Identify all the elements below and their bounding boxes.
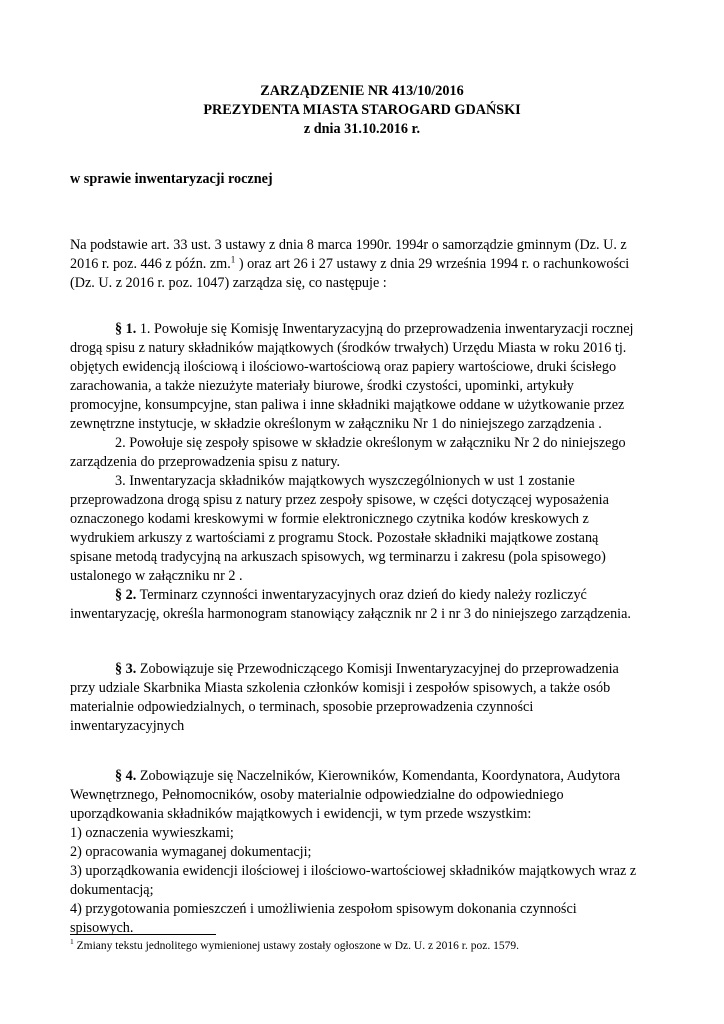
document-subject: w sprawie inwentaryzacji rocznej [70,171,273,187]
title-line-2: PREZYDENTA MIASTA STAROGARD GDAŃSKI [203,102,521,118]
paragraph-1: § 1. 1. Powołuje się Komisję Inwentaryzacyjną do przeprowadzenia inwentaryzacji rocznej drogą spisu z natury składników majątkowych (środków trwałych) Urzędu Miasta w roku 2016 tj. objętych ewidencją ilościową i ilościowo-wartościową oraz papiery wartościowe, druki ścisłego zarachowania, a także niezużyte materiały biurowe, środki czystości, upominki, artykuły promocyjne, konsumpcyjne, stan paliwa i inne składniki majątkowe oddane w użytkowanie przez zewnętrzne instytucje, w składzie określonym w załączniku Nr 1 do niniejszego zarządzenia . 2. Powołuje się zespoły spisowe w składzie określonym w załączniku Nr 2 do niniejszego zarządzenia do przeprowadzenia spisu z natury. 3. Inwentaryzacja składników majątkowych wyszczególnionych w ust 1 zostanie przeprowadzona drogą spisu z natury przez zespoły spisowe, w części dotyczącej wyposażenia oznaczonego kodami kreskowymi w formie elektronicznego czytnika kodów kreskowych z wydrukiem arkuszy z wartościami z programu Stock. Pozostałe składniki majątkowe zostaną spisane metodą tradycyjną na arkuszach spisowych, wg terminarzu i zakresu (pola spisowego) ustalonego w załączniku nr 2 . [70,320,656,586]
document-title [0,82,724,139]
legal-basis-line-3: (Dz. U. z 2016 r. poz. 1047) zarządza się, co następuje : [70,275,387,291]
paragraph-1-point-3: 3. Inwentaryzacja składników majątkowych wyszczególnionych w ust 1 zostanie [115,473,575,489]
footnote: $^1$ Zmiany tekstu jednolitego wymienionej ustawy zostały ogłoszone w Dz. U. z 2016 r. poz. 1579. [70,937,519,952]
legal-basis-line-1: Na podstawie art. 33 ust. 3 ustawy z dnia 8 marca 1990r. 1994r o samorządzie gminnym (Dz. U. z [70,237,627,253]
footnote-separator [70,934,216,935]
footnote-ref: 1 [230,254,236,265]
paragraph-2: § 2. Terminarz czynności inwentaryzacyjnych oraz dzień do kiedy należy rozliczyć inwentaryzację, określa harmonogram stanowiący załącznik nr 2 i nr 3 do niniejszego zarządzenia. [70,587,631,622]
paragraph-3-mark: § 3. [115,661,137,677]
paragraph-4: § 4. Zobowiązuje się Naczelników, Kierowników, Komendanta, Koordynatora, Audytora Wewnętrznego, Pełnomocników, osoby materialnie odpowiedzialne do odpowiedniego uporządkowania składników majątkowych i ewidencji, w tym przede wszystkim: 1) oznaczenia wywieszkami; 2) opracowania wymaganej dokumentacji; 3) uporządkowania ewidencji ilościowej i ilościowo-wartościowej składników majątkowych wraz z dokumentacją; 4) przygotowania pomieszczeń i umożliwienia zespołom spisowym dokonania czynności spisowych. [70,767,656,938]
paragraph-3: § 3. Zobowiązuje się Przewodniczącego Komisji Inwentaryzacyjnej do przeprowadzenia przy udziale Skarbnika Miasta szkolenia członków komisji i zespołów spisowych, a także osób materialnie odpowiedzialnych, o terminach, sposobie przeprowadzenia czynności inwentaryzacyjnych [70,661,619,734]
list-item: 1) oznaczenia wywieszkami; [70,825,234,841]
list-item: 4) przygotowania pomieszczeń i umożliwienia zespołom spisowym dokonania czynności [70,901,577,917]
title-line-3: z dnia 31.10.2016 r. [303,121,421,137]
legal-basis [70,236,656,293]
legal-basis-line-2: 2016 r. poz. 446 z późn. zm.$^1$ ) oraz art 26 i 27 ustawy z dnia 29 września 1994 r. o rachunkowości [70,254,630,272]
paragraph-1-mark: § 1. [115,321,137,337]
paragraph-1-point-2: 2. Powołuje się zespoły spisowe w składzie określonym w załączniku Nr 2 do niniejszego [115,435,626,451]
paragraph-2-mark: § 2. [115,587,137,603]
list-item: 3) uporządkowania ewidencji ilościowej i ilościowo-wartościowej składników majątkowych wraz z [70,863,637,879]
paragraph-4-mark: § 4. [115,768,137,784]
list-item: 2) opracowania wymaganej dokumentacji; [70,844,312,860]
footnote-number: 1 [70,937,74,947]
title-line-1: ZARZĄDZENIE NR 413/10/2016 [260,83,464,99]
